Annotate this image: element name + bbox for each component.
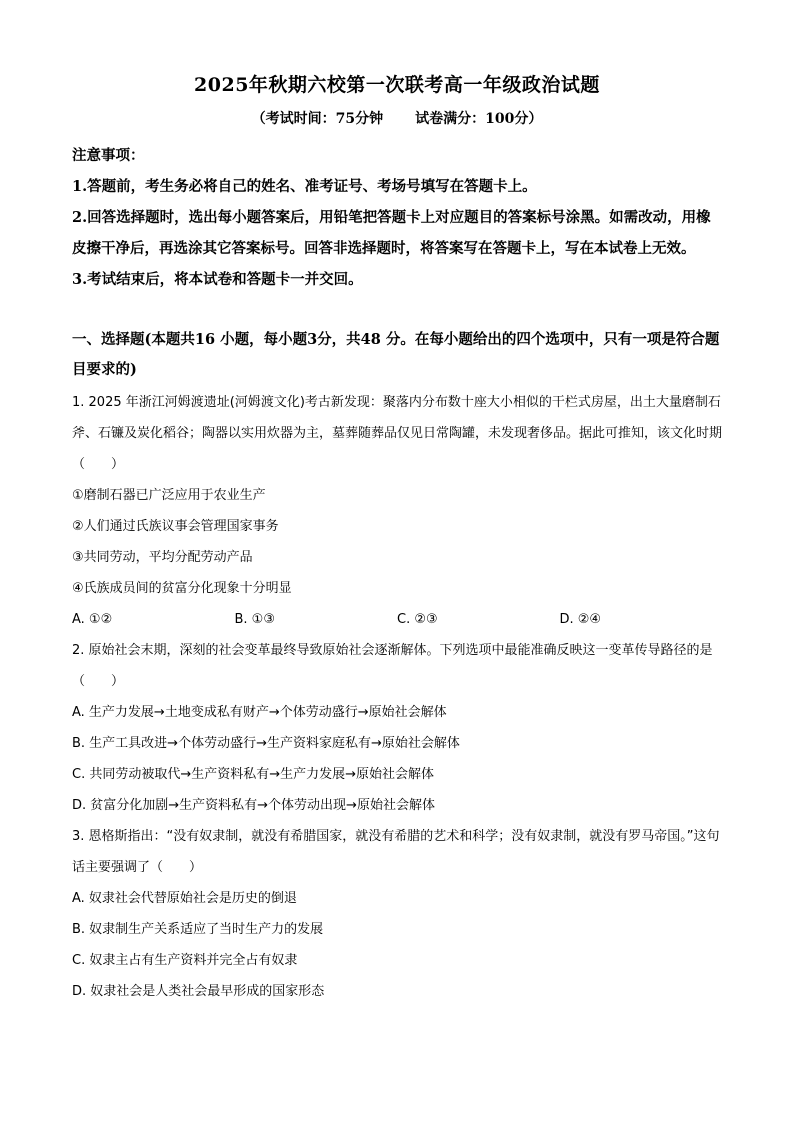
statement-item: ③共同劳动，平均分配劳动产品 (72, 550, 253, 565)
exam-time: （考试时间：75分钟 (251, 111, 384, 127)
exam-title: 2025年秋期六校第一次联考高一年级政治试题 (194, 74, 600, 96)
option-d: D. ②④ (559, 612, 602, 627)
question-2 (72, 635, 722, 821)
options-row (72, 604, 722, 635)
statement-item: ②人们通过氏族议事会管理国家事务 (72, 519, 279, 534)
note-item: 2.回答选择题时，选出每小题答案后，用铅笔把答题卡上对应题目的答案标号涂黑。如需改动，用橡皮擦干净后，再选涂其它答案标号。回答非选择题时，将答案写在答题卡上，写在本试卷上无效。 (72, 209, 711, 257)
exam-subtitle (0, 108, 794, 128)
notes-block (72, 140, 722, 295)
option-a: A. 奴隶社会代替原始社会是历史的倒退 (72, 891, 297, 906)
option-a: A. 生产力发展→土地变成私有财产→个体劳动盛行→原始社会解体 (72, 705, 447, 720)
option-d: D. 奴隶社会是人类社会最早形成的国家形态 (72, 984, 325, 999)
question-stem: 2. 原始社会末期，深刻的社会变革最终导致原始社会逐渐解体。下列选项中最能准确反映这一变革传导路径的是（ ） (72, 643, 713, 689)
option-c: C. 共同劳动被取代→生产资料私有→生产力发展→原始社会解体 (72, 767, 435, 782)
option-d: D. 贫富分化加剧→生产资料私有→个体劳动出现→原始社会解体 (72, 798, 435, 813)
question-stem: 1. 2025 年浙江河姆渡遗址(河姆渡文化)考古新发现：聚落内分布数十座大小相似的干栏式房屋，出土大量磨制石斧、石镰及炭化稻谷；陶器以实用炊器为主，墓葬随葬品仅见日常陶罐，未发现奢侈品。据此可推知，该文化时期（ ） (72, 395, 723, 472)
section-heading-block (72, 325, 722, 385)
notes-heading: 注意事项： (72, 147, 145, 164)
question-3 (72, 821, 722, 1007)
section-heading: 一、选择题(本题共16 小题，每小题3分，共48 分。在每小题给出的四个选项中，只有一项是符合题目要求的) (72, 331, 720, 378)
option-b: B. 生产工具改进→个体劳动盛行→生产资料家庭私有→原始社会解体 (72, 736, 460, 751)
option-b: B. ①③ (234, 612, 275, 627)
option-b: B. 奴隶制生产关系适应了当时生产力的发展 (72, 922, 324, 937)
question-stem: 3. 恩格斯指出：“没有奴隶制，就没有希腊国家，就没有希腊的艺术和科学；没有奴隶制，就没有罗马帝国。”这句话主要强调了（ ） (72, 829, 720, 875)
option-c: C. 奴隶主占有生产资料并完全占有奴隶 (72, 953, 298, 968)
statement-item: ④氏族成员间的贫富分化现象十分明显 (72, 581, 292, 596)
note-item: 3.考试结束后，将本试卷和答题卡一并交回。 (72, 271, 363, 288)
statement-item: ①磨制石器已广泛应用于农业生产 (72, 488, 266, 503)
exam-score: 试卷满分：100分） (415, 111, 543, 127)
question-1 (72, 387, 722, 635)
option-a: A. ①② (72, 612, 113, 627)
questions-list (72, 387, 722, 1007)
note-item: 1.答题前，考生务必将自己的姓名、准考证号、考场号填写在答题卡上。 (72, 178, 537, 195)
option-c: C. ②③ (397, 612, 438, 627)
